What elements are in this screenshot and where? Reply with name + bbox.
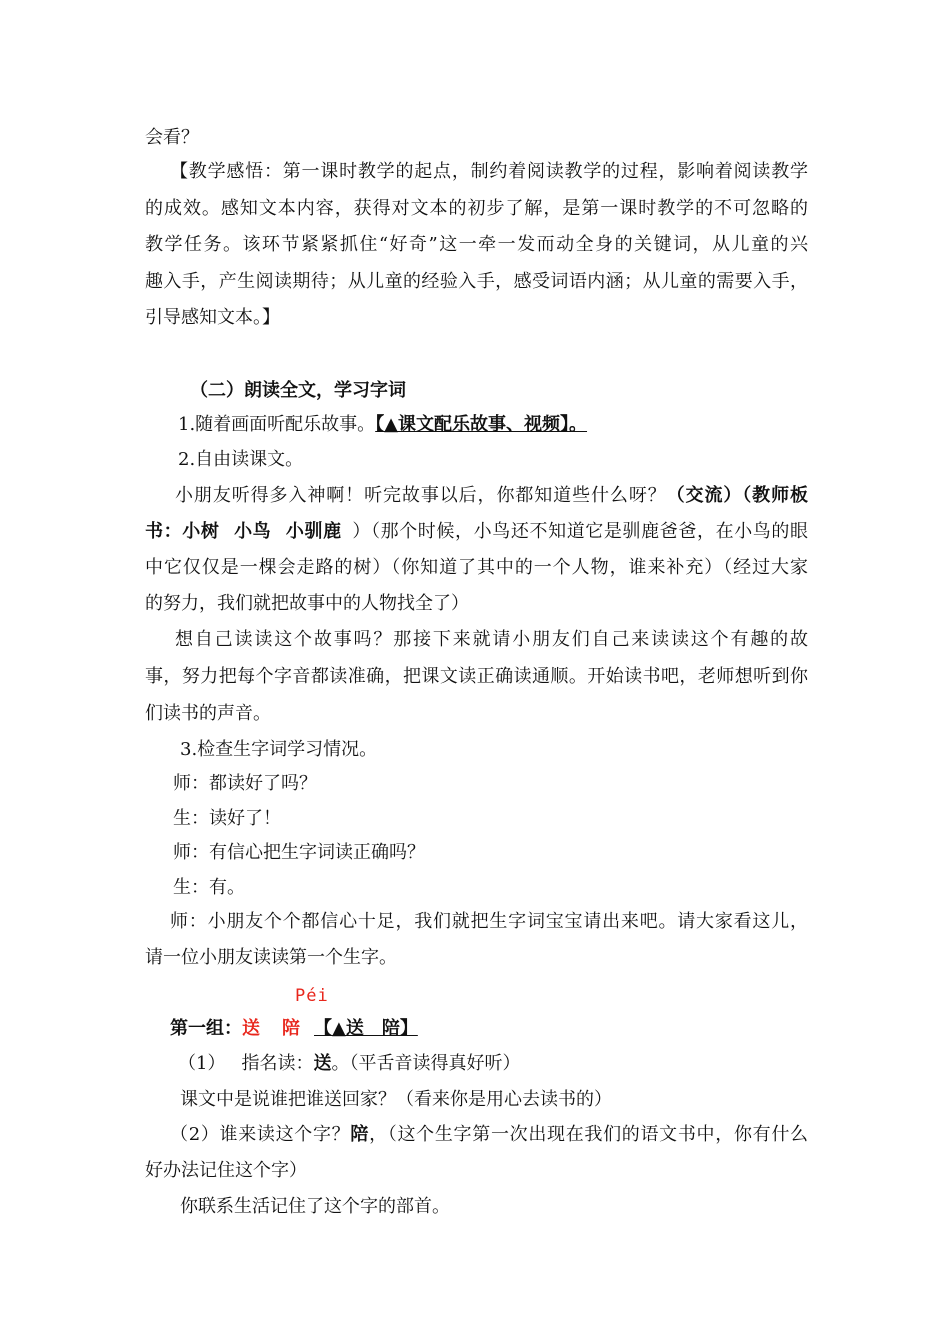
text-run: ）（那个时候，小鸟还不知道它是驯鹿爸爸，在小鸟的眼: [351, 521, 809, 542]
reflection-line: 教学任务。该环节紧紧抓住“好奇”这一牵一发而动全身的关键词，从儿童的兴: [145, 234, 808, 255]
paragraph-line: 想自己读读这个故事吗？那接下来就请小朋友们自己来读读这个有趣的故: [175, 629, 808, 650]
section-heading: （二）朗读全文，学习字词: [190, 380, 406, 401]
paragraph-line: 事，努力把每个字音都读准确，把课文读正确读通顺。开始读书吧，老师想听到你: [145, 666, 808, 687]
dialog-line: 生：有。: [173, 877, 245, 898]
dialog-line: 师：有信心把生字词读正确吗？: [173, 842, 425, 863]
paragraph-line: [145, 520, 808, 544]
item-line: 好办法记住这个字）: [145, 1160, 307, 1181]
step-line: 3.检查生字词学习情况。: [180, 739, 378, 760]
text-line: 会看？: [145, 127, 199, 148]
step-text: 1.随着画面听配乐故事。: [178, 414, 376, 435]
text-run: （2）谁来读这个字？: [170, 1124, 351, 1145]
board-item: 小鸟: [233, 521, 272, 542]
target-character: 送: [313, 1053, 332, 1074]
resource-link[interactable]: 【▲课文配乐故事、视频】。: [375, 414, 588, 435]
item-line: [170, 1123, 808, 1147]
dialog-line: 师：都读好了吗？: [173, 773, 317, 794]
board-item: 小驯鹿: [285, 521, 342, 542]
item-line: [178, 1052, 520, 1076]
text-run: ，（这个生字第一次出现在我们的语文书中，你有什么: [369, 1124, 809, 1145]
reflection-line: 引导感知文本。】: [145, 307, 280, 328]
text-run: 小朋友听得多入神啊！听完故事以后，你都知道些什么呀？: [175, 485, 667, 506]
paragraph-line: [175, 484, 808, 508]
reflection-line: 趣入手，产生阅读期待；从儿童的经验入手，感受词语内涵；从儿童的需要入手，: [145, 271, 808, 292]
group-label: 第一组：: [170, 1018, 242, 1039]
new-character: 陪: [282, 1018, 300, 1039]
dialog-line: 请一位小朋友读读第一个生字。: [145, 947, 397, 968]
new-character: 送: [242, 1018, 260, 1039]
paragraph-line: 们读书的声音。: [145, 703, 271, 724]
text-run-bold: （交流）（教师板: [666, 485, 809, 506]
item-line: 你联系生活记住了这个字的部首。: [180, 1196, 450, 1217]
target-character: 陪: [350, 1124, 370, 1145]
pinyin-annotation: Péi: [295, 986, 329, 1006]
reflection-line: 的成效。感知文本内容，获得对文本的初步了解，是第一课时教学的不可忽略的: [145, 198, 808, 219]
word-group-line: [170, 1017, 418, 1041]
step-line: [178, 413, 587, 437]
item-number: （1）: [178, 1053, 226, 1074]
resource-link[interactable]: 【▲送 陪】: [314, 1018, 418, 1039]
dialog-line: 生：读好了！: [173, 808, 281, 829]
paragraph-line: 中它仅仅是一棵会走路的树）（你知道了其中的一个人物，谁来补充）（经过大家: [145, 557, 808, 578]
item-line: 课文中是说谁把谁送回家？（看来你是用心去读书的）: [180, 1089, 612, 1110]
text-run: 指名读：: [241, 1053, 314, 1074]
dialog-line: 师：小朋友个个都信心十足，我们就把生字词宝宝请出来吧。请大家看这儿，: [170, 911, 808, 932]
reflection-line: 【教学感悟：第一课时教学的起点，制约着阅读教学的过程，影响着阅读教学: [170, 161, 808, 182]
board-item: 书：小树: [145, 521, 220, 542]
text-run: 。（平舌音读得真好听）: [331, 1053, 521, 1074]
paragraph-line: 的努力，我们就把故事中的人物找全了）: [145, 593, 469, 614]
step-line: 2.自由读课文。: [178, 449, 304, 470]
